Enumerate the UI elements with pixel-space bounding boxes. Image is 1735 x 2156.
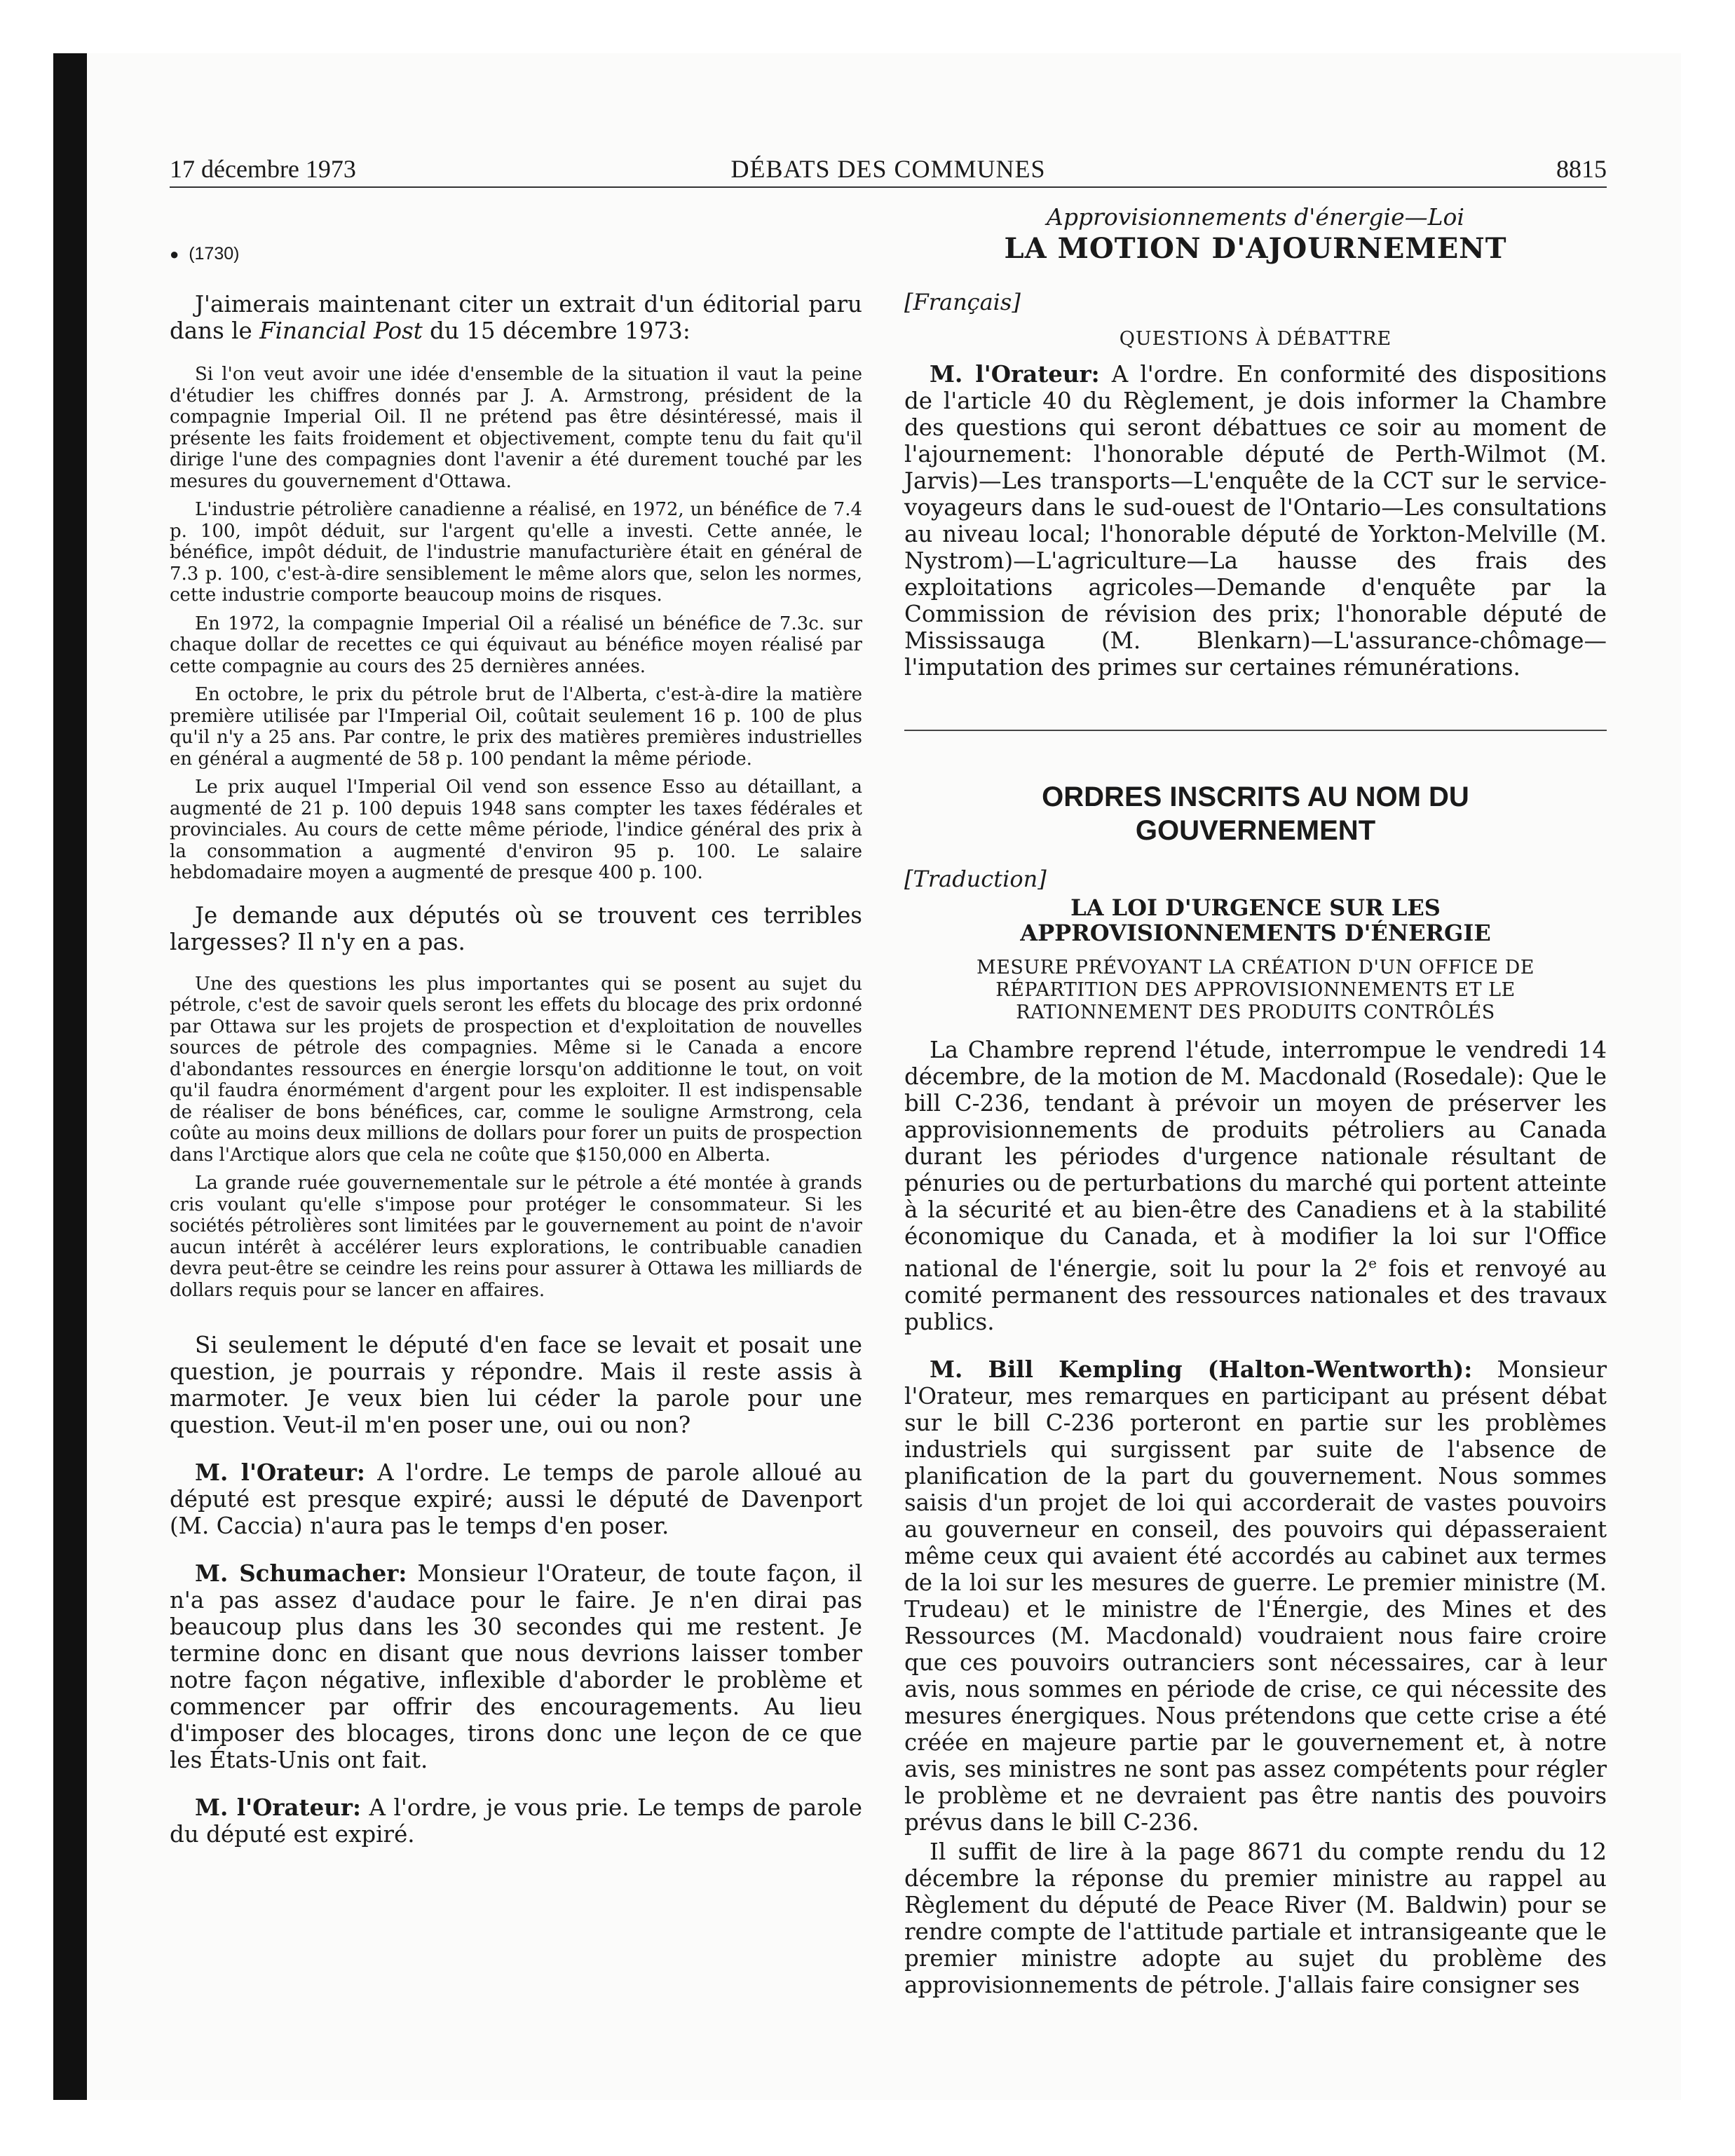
quote-paragraph: En octobre, le prix du pétrole brut de l'Alberta, c'est-à-dire la matière première utilisée par l'Imperial Oil, coûtait seulement 16 p. 100 de plus qu'il n'y a 25 ans. Par contre, le prix des matières premières industrielles en général a augmenté de 58 p. 100 pendant la même période.: [170, 684, 862, 770]
section-divider: [904, 730, 1607, 731]
speech: [170, 1560, 862, 1773]
paragraph: Il suffit de lire à la page 8671 du compte rendu du 12 décembre la réponse du premier ministre au rappel au Règlement du député de Peace River (M. Baldwin) pour se rendre compte de l'attitude partiale et intransigeante que le premier ministre adopte au sujet du problème des approvisionnements de pétrole. J'allais faire consigner ses: [904, 1838, 1607, 1998]
speech: [904, 361, 1607, 681]
heading-line: ORDRES INSCRITS AU NOM DU: [1042, 782, 1469, 812]
heading-line: LA LOI D'URGENCE SUR LES: [1070, 894, 1441, 921]
header-date: 17 décembre 1973: [170, 155, 356, 183]
paragraph: [904, 1037, 1607, 1335]
heading-line: MESURE PRÉVOYANT LA CRÉATION D'UN OFFICE DE: [977, 957, 1535, 978]
heading-line: RATIONNEMENT DES PRODUITS CONTRÔLÉS: [1016, 1002, 1495, 1023]
quote-paragraph: Si l'on veut avoir une idée d'ensemble de la situation il vaut la peine d'étudier les chiffres donnés par J. A. Armstrong, président de la compagnie Imperial Oil. Il ne prétend pas être désintéressé, mais il présente les faits froidement et objectivement, compte tenu du fait qu'il dirige l'une des compagnies dont l'avenir a été durement touché par les mesures du gouvernement d'Ottawa.: [170, 364, 862, 492]
publication-name: Financial Post: [259, 318, 423, 344]
speech-text: A l'ordre, je vous prie. Le temps de parole du député est expiré.: [170, 1794, 862, 1848]
right-column: [904, 203, 1607, 1998]
left-column: [170, 203, 862, 1848]
bill-title: [904, 895, 1607, 946]
header-page-number: 8815: [1556, 155, 1607, 183]
heading-line: RÉPARTITION DES APPROVISIONNEMENTS ET LE: [995, 979, 1516, 1001]
paragraph: [170, 291, 862, 344]
superscript: e: [1368, 1255, 1377, 1271]
heading-line: GOUVERNEMENT: [1135, 815, 1376, 846]
quote-paragraph: En 1972, la compagnie Imperial Oil a réalisé un bénéfice de 7.3c. sur chaque dollar de recettes ce qui équivaut au bénéfice moyen réalisé par cette compagnie au cours des 25 dernières années.: [170, 613, 862, 677]
speech: [170, 1794, 862, 1848]
measure-heading: [904, 957, 1607, 1024]
text: du 15 décembre 1973:: [422, 318, 690, 344]
text: fois et renvoyé au comité permanent des ressources nationales et des travaux publics.: [904, 1255, 1607, 1335]
quote-paragraph: Une des questions les plus importantes qui se posent au sujet du pétrole, c'est de savoir quels seront les effets du blocage des prix ordonné par Ottawa sur les projets de prospection et d'exploitation de nouvelles sources de pétrole des compagnies. Même si le Canada a encore d'abondantes ressources en énergie lorsqu'on additionne le tout, on voit qu'il faudra énormément d'argent pour les exploiter. Il est indispensable de réaliser de bons bénéfices, car, comme le souligne Armstrong, cela coûte au moins deux millions de dollars pour forer un puits de prospection dans l'Arctique alors que cela ne coûte que $150,000 en Alberta.: [170, 973, 862, 1166]
speaker-name: M. l'Orateur:: [195, 1459, 365, 1486]
header-title: DÉBATS DES COMMUNES: [730, 155, 1046, 183]
speech-text: A l'ordre. Le temps de parole alloué au député est presque expiré; aussi le député de Davenport (M. Caccia) n'aura pas le temps d'en poser.: [170, 1459, 862, 1539]
time-marker-text: (1730): [189, 244, 240, 264]
topic-heading: Approvisionnements d'énergie—Loi: [1047, 203, 1464, 231]
heading-line: APPROVISIONNEMENTS D'ÉNERGIE: [1020, 920, 1491, 946]
speaker-name: M. Schumacher:: [195, 1560, 407, 1587]
bullet-icon: ●: [170, 245, 179, 263]
paragraph: Je demande aux députés où se trouvent ces terribles largesses? Il n'y en a pas.: [170, 901, 862, 955]
speaker-name: M. l'Orateur:: [930, 360, 1100, 388]
binding-edge: [53, 53, 87, 2100]
speaker-name: M. Bill Kempling (Halton-Wentworth):: [930, 1355, 1473, 1383]
quote-paragraph: Le prix auquel l'Imperial Oil vend son essence Esso au détaillant, a augmenté de 21 p. 100 depuis 1948 sans compter les taxes fédérales et provinciales. Au cours de cette même période, l'indice général des prix à la consommation a augmenté d'environ 95 p. 100. Le salaire hebdomadaire moyen a augmenté de presque 400 p. 100.: [170, 777, 862, 883]
subsection-heading: QUESTIONS À DÉBATTRE: [1119, 328, 1392, 350]
speech: [904, 1356, 1607, 1836]
running-header: [170, 153, 1607, 188]
paragraph: Si seulement le député d'en face se levait et posait une question, je pourrais y répondre. Mais il reste assis à marmoter. Je veux bien lui céder la parole pour une question. Veut-il m'en poser une, oui ou non?: [170, 1332, 862, 1438]
section-heading: [904, 780, 1607, 847]
speech-text: Monsieur l'Orateur, mes remarques en participant au présent débat sur le bill C-236 porteront en partie sur les problèmes industriels qui surgissent par suite de l'absence de planification de la part du gouvernement. Nous sommes saisis d'un projet de loi qui accorderait de vastes pouvoirs au gouverneur en conseil, des pouvoirs qui dépasseraient même ceux qui avaient été accordés au cabinet aux termes de la loi sur les mesures de guerre. Le premier ministre (M. Trudeau) et le ministre de l'Énergie, des Mines et des Ressources (M. Macdonald) voudraient nous faire croire que ces pouvoirs outranciers sont nécessaires, car à leur avis, nous sommes en période de crise, ce qui nécessite des mesures énergiques. Nous prétendons que cette crise a été créée en majeure partie par le gouvernement et, à notre avis, ses ministres ne sont pas assez compétents pour régler le problème et ne devraient pas être nantis des pouvoirs prévus dans le bill C-236.: [904, 1356, 1607, 1836]
language-marker: [Traduction]: [904, 866, 1047, 892]
speech-text: Monsieur l'Orateur, de toute façon, il n'a pas assez d'audace pour le faire. Je n'en dirai pas beaucoup plus dans les 30 secondes qui me restent. Je termine donc en disant que nous devrions laisser tomber notre façon négative, inflexible d'aborder le problème et commencer par offrir des encouragements. Au lieu d'imposer des blocages, tirons donc une leçon de ce que les États-Unis ont fait.: [170, 1560, 862, 1773]
quote-paragraph: La grande ruée gouvernementale sur le pétrole a été montée à grands cris voulant qu'elle s'impose pour protéger le consommateur. Si les sociétés pétrolières sont limitées par le gouvernement au point de n'avoir aucun intérêt à accélérer leurs explorations, le contribuable canadien devra peut-être se ceindre les reins pour assurer à Ottawa les milliards de dollars requis pour se lancer en affaires.: [170, 1173, 862, 1301]
quote-paragraph: L'industrie pétrolière canadienne a réalisé, en 1972, un bénéfice de 7.4 p. 100, impôt déduit, sur l'argent qu'elle a investi. Cette année, le bénéfice, impôt déduit, de l'industrie manufacturière était en général de 7.3 p. 100, c'est-à-dire sensiblement le même alors que, selon les normes, cette industrie comporte beaucoup moins de risques.: [170, 499, 862, 606]
text: J'aimerais maintenant citer un extrait d'un éditorial paru dans le: [170, 291, 862, 344]
text: La Chambre reprend l'étude, interrompue le vendredi 14 décembre, de la motion de M. Macdonald (Rosedale): Que le bill C-236, tendant à prévoir un moyen de préserver les approvisionnements de produits pétroliers au Canada durant les périodes d'urgence nationale résultant de pénuries ou de perturbations du marché qui portent atteinte à la sécurité et au bien-être des Canadiens et à la stabilité économique du Canada, et à modifier la loi sur l'Office national de l'énergie, soit lu pour la 2: [904, 1037, 1607, 1282]
speaker-name: M. l'Orateur:: [195, 1794, 362, 1821]
speech-text: A l'ordre. En conformité des dispositions de l'article 40 du Règlement, je dois informer la Chambre des questions qui seront débattues ce soir au moment de l'ajournement: l'honorable député de Perth-Wilmot (M. Jarvis)—Les transports—L'enquête de la CCT sur le service-voyageurs dans le sud-ouest de l'Ontario—Les consultations au niveau local; l'honorable député de Yorkton-Melville (M. Nystrom)—L'agriculture—La hausse des frais des exploitations agricoles—Demande d'enquête par la Commission de révision des prix; l'honorable député de Mississauga (M. Blenkarn)—L'assurance-chômage—l'imputation des primes sur certaines rémunérations.: [904, 361, 1607, 681]
section-heading: LA MOTION D'AJOURNEMENT: [1004, 232, 1507, 265]
language-marker: [Français]: [904, 289, 1021, 315]
speech: [170, 1459, 862, 1539]
time-marker: [170, 244, 862, 264]
